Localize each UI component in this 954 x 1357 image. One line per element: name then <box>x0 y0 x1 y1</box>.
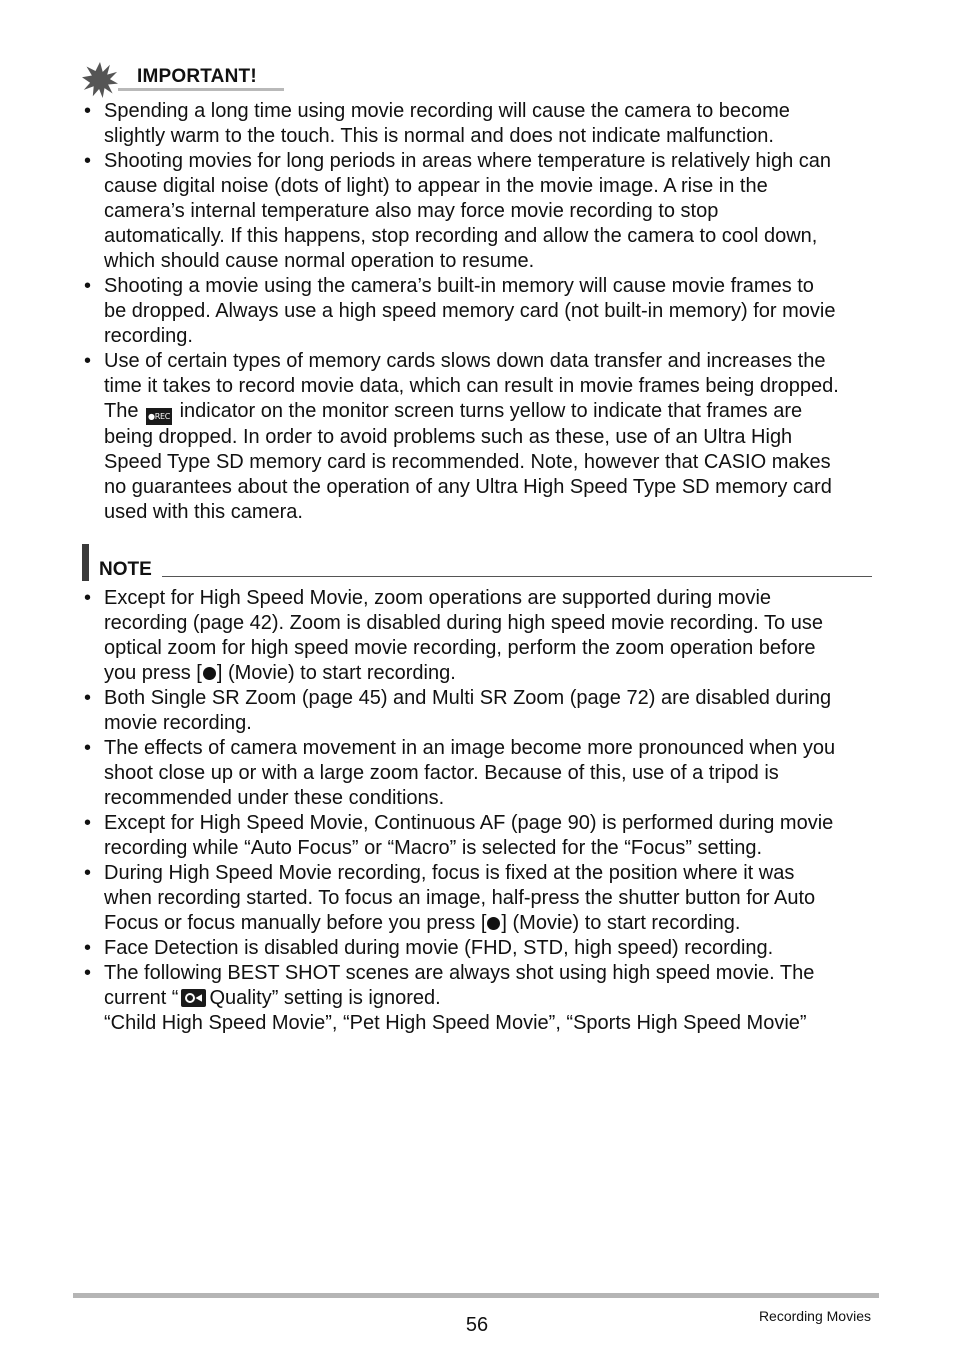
bullet: • <box>84 862 92 884</box>
bullet: • <box>84 275 92 297</box>
section-name: Recording Movies <box>758 1308 871 1324</box>
list-item: • During High Speed Movie recording, focus is fixed at the position where it was when recording started. To focus an image, half-press the shutter button for Auto Focus or focus manually before you press [ ] (Movie) to start recording. <box>84 862 816 934</box>
bullet: • <box>84 150 92 172</box>
important-underline <box>118 88 284 91</box>
movie-quality-icon <box>181 989 206 1007</box>
bullet: • <box>84 812 92 834</box>
bullet: • <box>84 350 92 372</box>
list-item: • Face Detection is disabled during movie (FHD, STD, high speed) recording. <box>84 937 774 959</box>
page-number: 56 <box>465 1314 489 1336</box>
bullet: • <box>84 587 92 609</box>
bullet: • <box>84 687 92 709</box>
caution-burst-icon <box>82 62 118 98</box>
list-item: • Spending a long time using movie recording will cause the camera to become slightly warm to the touch. This is normal and does not indicate malfunction. <box>84 100 790 147</box>
list-item: • Use of certain types of memory cards slows down data transfer and increases the time it takes to record movie data, which can result in movie frames being dropped. The ●REC indicator on the monitor screen turns yellow to indicate that frames are being dropped. In order to avoid problems such as these, use of an Ultra High Speed Type SD memory card is recommended. Note, however that CASIO makes no guarantees about the operation of any Ultra High Speed Type SD memory card used with this camera. <box>84 350 839 523</box>
note-bar <box>82 544 89 581</box>
movie-button-icon <box>203 667 216 680</box>
bullet: • <box>84 962 92 984</box>
footer-rule <box>73 1293 879 1298</box>
bullet: • <box>84 100 92 122</box>
movie-button-icon <box>487 917 500 930</box>
important-label: IMPORTANT! <box>137 66 257 87</box>
important-list <box>82 99 872 525</box>
bullet: • <box>84 737 92 759</box>
list-item: • Both Single SR Zoom (page 45) and Multi SR Zoom (page 72) are disabled during movie recording. <box>84 687 832 734</box>
list-item: • The effects of camera movement in an image become more pronounced when you shoot close up or with a large zoom factor. Because of this, use of a tripod is recommended under these conditions. <box>84 737 836 809</box>
list-item: • Except for High Speed Movie, zoom operations are supported during movie recording (page 42). Zoom is disabled during high speed movie recording. To use optical zoom for high speed movie recording, perform the zoom operation before you press [ ] (Movie) to start recording. <box>84 587 823 684</box>
important-heading <box>82 60 292 96</box>
list-item: • Shooting a movie using the camera’s built-in memory will cause movie frames to be dropped. Always use a high speed memory card (not built-in memory) for movie recording. <box>84 275 836 347</box>
note-list <box>82 586 872 1036</box>
note-heading <box>82 544 872 584</box>
list-item: • Except for High Speed Movie, Continuous AF (page 90) is performed during movie recording while “Auto Focus” or “Macro” is selected for the “Focus” setting. <box>84 812 834 859</box>
list-item: • The following BEST SHOT scenes are always shot using high speed movie. The current “ Quality” setting is ignored. “Child High Speed Movie”, “Pet High Speed Movie”, “Sports High Speed Movie” <box>84 962 815 1034</box>
rec-indicator-icon: ●REC <box>146 408 172 425</box>
note-rule <box>162 576 872 577</box>
list-item: • Shooting movies for long periods in areas where temperature is relatively high can cause digital noise (dots of light) to appear in the movie image. A rise in the camera’s internal temperature also may force movie recording to stop automatically. If this happens, stop recording and allow the camera to cool down, which should cause normal operation to resume. <box>84 150 832 272</box>
note-label: NOTE <box>99 559 152 580</box>
bullet: • <box>84 937 92 959</box>
